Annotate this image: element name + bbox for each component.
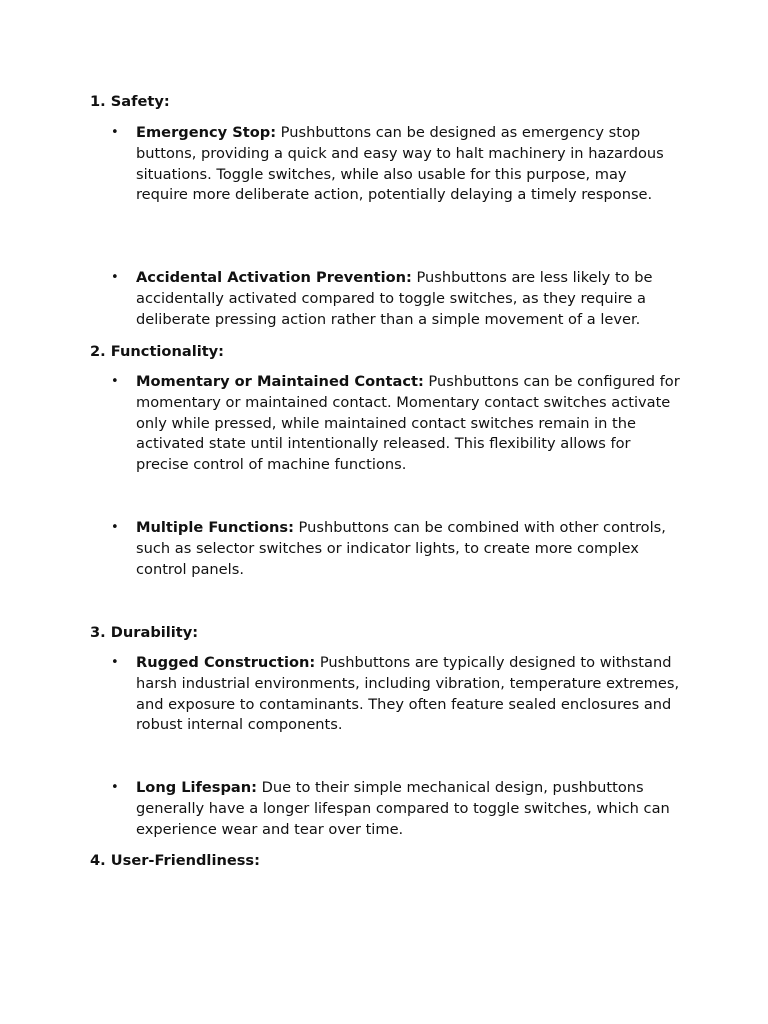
list-item-momentary-contact bbox=[111, 372, 681, 476]
section-heading-functionality: 2. Functionality: bbox=[90, 343, 225, 360]
list-item-long-lifespan bbox=[111, 778, 681, 840]
item-text: Pushbuttons can be configured for momentary or maintained contact. Momentary contact switches activate only while pressed, while maintained contact switches remain in the activated state until intentionally released. This flexibility allows for precise control of machine functions. bbox=[136, 373, 680, 474]
item-text: Pushbuttons can be combined with other controls, such as selector switches or indicator lights, to create more complex control panels. bbox=[136, 519, 666, 578]
item-text: Pushbuttons are less likely to be accidentally activated compared to toggle switches, as they require a deliberate pressing action rather than a simple movement of a lever. bbox=[136, 269, 653, 328]
item-term: Multiple Functions: bbox=[136, 519, 294, 536]
item-text: Due to their simple mechanical design, pushbuttons generally have a longer lifespan compared to toggle switches, which can experience wear and tear over time. bbox=[136, 779, 670, 838]
section-heading-durability: 3. Durability: bbox=[90, 624, 199, 641]
bullet-icon: • bbox=[111, 125, 119, 140]
bullet-icon: • bbox=[111, 374, 119, 389]
list-item-rugged-construction bbox=[111, 653, 681, 736]
list-item-emergency-stop bbox=[111, 123, 681, 206]
list-item-accidental-activation bbox=[111, 268, 681, 330]
item-term: Rugged Construction: bbox=[136, 654, 316, 671]
list-item-multiple-functions bbox=[111, 518, 681, 580]
bullet-icon: • bbox=[111, 520, 119, 535]
item-term: Momentary or Maintained Contact: bbox=[136, 373, 424, 390]
section-heading-safety: 1. Safety: bbox=[90, 93, 170, 110]
bullet-icon: • bbox=[111, 655, 119, 670]
item-term: Emergency Stop: bbox=[136, 124, 277, 141]
item-text: Pushbuttons are typically designed to withstand harsh industrial environments, including vibration, temperature extremes, and exposure to contaminants. They often feature sealed enclosures and robust internal components. bbox=[136, 654, 680, 734]
item-term: Long Lifespan: bbox=[136, 779, 257, 796]
bullet-icon: • bbox=[111, 780, 119, 795]
item-term: Accidental Activation Prevention: bbox=[136, 269, 412, 286]
section-heading-user-friendliness: 4. User-Friendliness: bbox=[90, 852, 260, 869]
bullet-icon: • bbox=[111, 270, 119, 285]
item-text: Pushbuttons can be designed as emergency stop buttons, providing a quick and easy way to halt machinery in hazardous situations. Toggle switches, while also usable for this purpose, may require more deliberate action, potentially delaying a timely response. bbox=[136, 124, 664, 204]
